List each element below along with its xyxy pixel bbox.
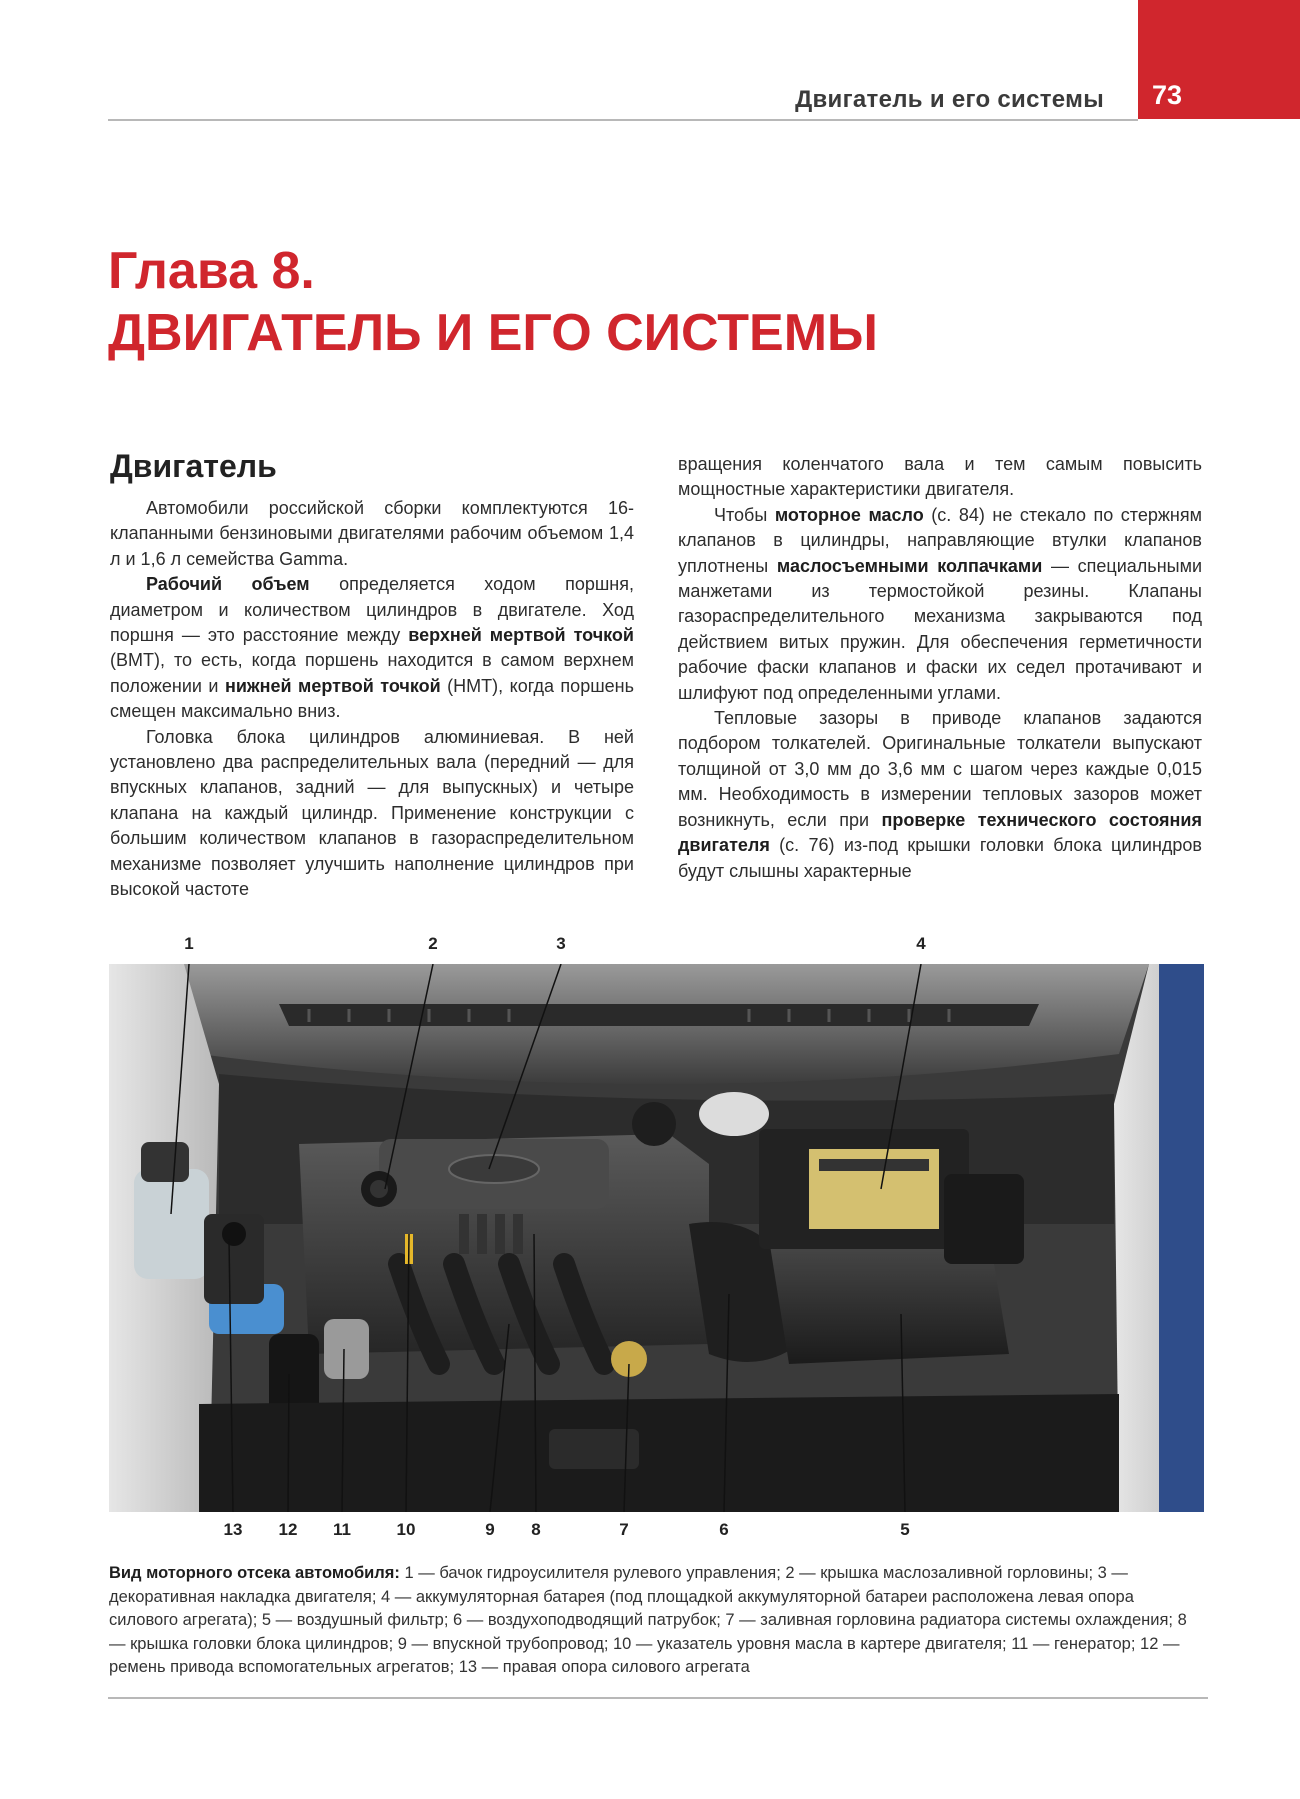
paragraph: вращения коленчатого вала и тем самым повысить мощностные характеристики двигателя. — [678, 454, 1202, 500]
term: верхней мертвой точкой — [408, 625, 634, 646]
term: Рабочий объем — [146, 574, 310, 595]
chapter-title-line1: Глава 8. — [108, 242, 315, 300]
callout-number: 7 — [619, 1520, 629, 1539]
engine-bay-illustration — [109, 964, 1204, 1512]
callout-number: 3 — [556, 934, 566, 953]
figure-caption — [109, 1562, 1204, 1680]
page-number: 73 — [1152, 80, 1183, 110]
callout-number: 9 — [485, 1520, 495, 1539]
paragraph: Головка блока цилиндров алюминиевая. В ней установлено два распределительных вала (передний — для впускных клапанов, задний — для выпускных) и четыре клапана на каждый цилиндр. Применение конструкции с большим количеством клапанов в газораспределительном механизме позволяет улучшить наполнение цилиндров при высокой частоте — [110, 726, 634, 900]
paragraph: Автомобили российской сборки комплектуются 16-клапанными бензиновыми двигателями рабочим объемом 1,4 л и 1,6 л семейства Gamma. — [110, 498, 634, 569]
caption-title: Вид моторного отсека автомобиля: — [109, 1564, 400, 1582]
term: моторное масло — [774, 504, 924, 525]
paragraph: Тепловые зазоры в приводе клапанов задаются подбором толкателей. Оригинальные толкатели выпускают толщиной от 3,0 мм до 3,6 мм с шагом через каждые 0,015 мм. Необходимость в измерении тепловых зазоров может возникнуть, если при проверке технического состояния двигателя (с. 76) из-под крышки головки блока цилиндров будут слышны характерные — [678, 708, 1202, 881]
term: проверке технического состояния двигателя — [678, 809, 1202, 856]
section-heading: Двигатель — [110, 448, 277, 484]
chapter-title — [108, 240, 1008, 364]
callout-number: 12 — [278, 1520, 298, 1539]
term: нижней мертвой точкой — [224, 675, 441, 696]
left-text-column — [110, 496, 634, 903]
engine-bay-photo — [109, 964, 1204, 1512]
paragraph: Рабочий объем определяется ходом поршня, диаметром и количеством цилиндров в двигателе. Ход поршня — это расстояние между верхней мертвой точкой (ВМТ), то есть, когда поршень находится в самом верхнем положении и нижней мертвой точкой (НМТ), когда поршень смещен максимально вниз. — [110, 574, 634, 722]
callout-number: 11 — [333, 1520, 351, 1539]
footer-rule — [108, 1697, 1208, 1699]
callout-number: 10 — [396, 1520, 416, 1539]
callout-number: 5 — [900, 1520, 910, 1539]
callout-number: 13 — [223, 1520, 243, 1539]
paragraph: Чтобы моторное масло (с. 84) не стекало по стержням клапанов в цилиндры, направляющие втулки клапанов уплотнены маслосъемными колпачками — специальными манжетами из термостойкой резины. Клапаны газораспределительного механизма закрываются под действием витых пружин. Для обеспечения герметичности рабочие фаски клапанов и фаски их седел протачивают и шлифуют под определенными углами. — [678, 504, 1202, 703]
callout-number: 6 — [719, 1520, 729, 1539]
callout-number: 4 — [916, 934, 926, 953]
running-header: Двигатель и его системы — [795, 86, 1104, 113]
right-text-column — [678, 452, 1202, 884]
callout-number: 1 — [184, 934, 194, 953]
callout-number: 8 — [531, 1520, 541, 1539]
callout-number: 2 — [428, 934, 438, 953]
chapter-title-line2: ДВИГАТЕЛЬ И ЕГО СИСТЕМЫ — [108, 304, 878, 362]
header-rule — [108, 119, 1138, 121]
term: маслосъемными колпачками — [776, 555, 1043, 576]
caption-text: 1 — бачок гидроусилителя рулевого управления; 2 — крышка маслозаливной горловины; 3 — декоративная накладка двигателя; 4 — аккумуляторная батарея (под площадкой аккумуляторной батареи расположена левая опора силового агрегата); 5 — воздушный фильтр; 6 — воздухоподводящий патрубок; 7 — заливная горловина радиатора системы охлаждения; 8 — крышка головки блока цилиндров; 9 — впускной трубопровод; 10 — указатель уровня масла в картере двигателя; 11 — генератор; 12 — ремень привода вспомогательных агрегатов; 13 — правая опора силового агрегата — [109, 1564, 1187, 1676]
